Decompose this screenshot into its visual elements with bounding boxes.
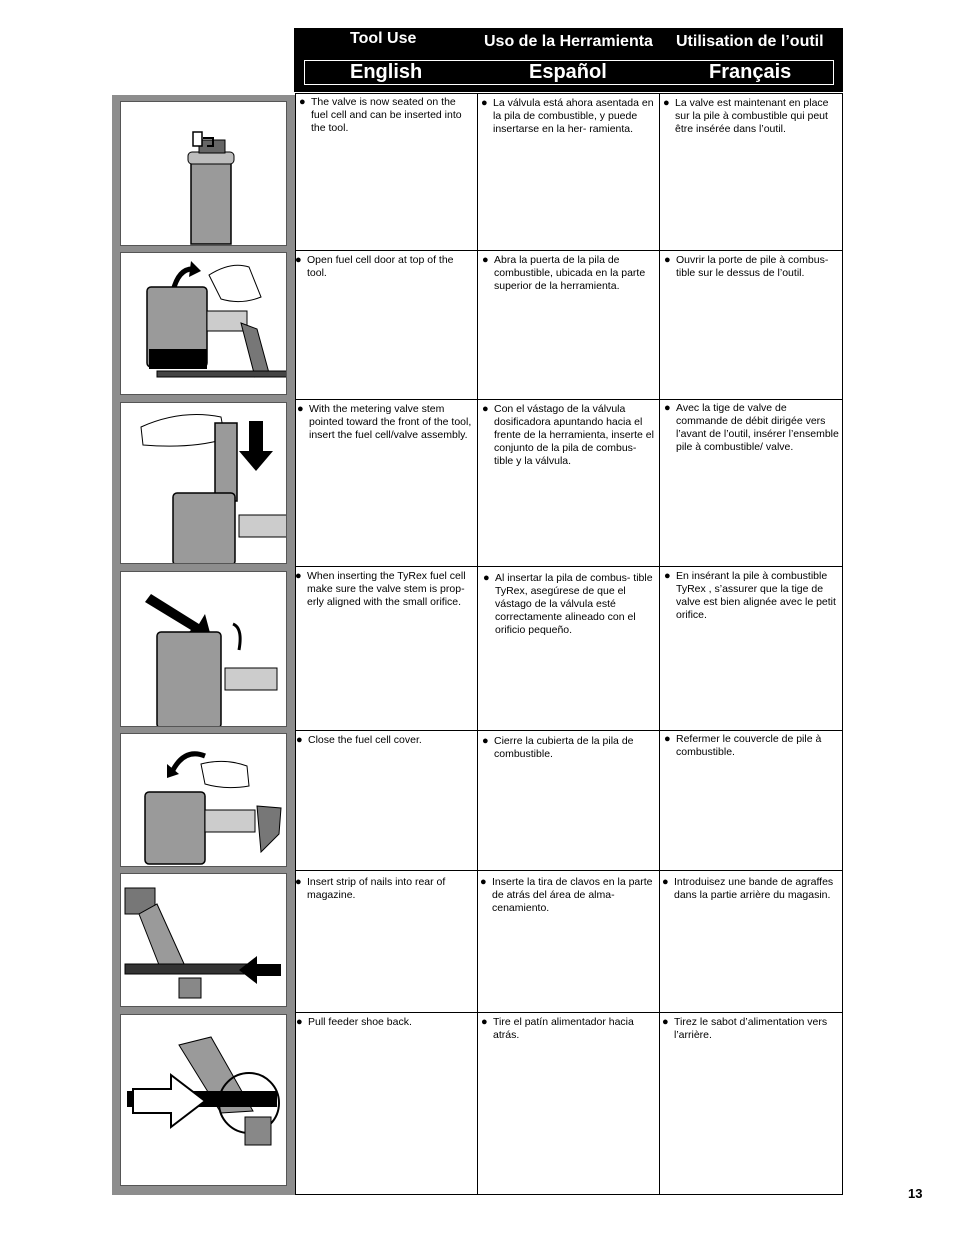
column-divider xyxy=(477,93,478,1195)
row-divider xyxy=(295,250,843,251)
illustration-open-fuel-door xyxy=(120,252,287,395)
step-4-spanish: ● Al insertar la pila de combus- tible TyRex, asegúrese de que el vástago de la válvula esté correctamente alineado con el orificio pequeño. xyxy=(483,572,653,636)
step-4-english: ● When inserting the TyRex fuel cell make sure the valve stem is prop- erly aligned with the small orifice. xyxy=(295,570,466,608)
section-title-french: Utilisation de l’outil xyxy=(676,33,824,50)
step-2-english: ● Open fuel cell door at top of the tool. xyxy=(295,254,454,279)
step-2-spanish: ● Abra la puerta de la pila de combustible, ubicada en la parte superior de la herramienta. xyxy=(482,254,646,292)
illustration-close-fuel-cover xyxy=(120,733,287,867)
section-title-spanish: Uso de la Herramienta xyxy=(484,33,653,50)
language-spanish: Español xyxy=(529,61,607,83)
step-1-spanish: ● La válvula está ahora asentada en la pila de combustible, y puede insertarse en la her- ramienta. xyxy=(481,97,654,135)
step-2-french: ● Ouvrir la porte de pile à combus- tible sur le dessus de l’outil. xyxy=(664,254,829,279)
step-3-french: ● Avec la tige de valve de commande de débit dirigée vers l’avant de l’outil, insérer l’ensemble pile à combustible/ valve. xyxy=(664,402,839,453)
step-7-french: ● Tirez le sabot d’alimentation vers l’arrière. xyxy=(662,1016,828,1041)
row-divider xyxy=(295,730,843,731)
step-3-english: ● With the metering valve stem pointed toward the front of the tool, insert the fuel cell/valve assembly. xyxy=(297,403,472,441)
step-6-spanish: ● Inserte la tira de clavos en la parte de atrás del área de alma- cenamiento. xyxy=(480,876,653,914)
step-6-english: ● Insert strip of nails into rear of magazine. xyxy=(295,876,446,901)
step-7-english: ● Pull feeder shoe back. xyxy=(296,1016,412,1028)
illustration-pull-feeder-shoe xyxy=(120,1014,287,1186)
row-divider xyxy=(295,399,843,400)
step-3-spanish: ● Con el vástago de la válvula dosificadora apuntando hacia el frente de la herramienta, inserte el conjunto de la pila de combus- tible y la válvula. xyxy=(482,403,654,467)
illustration-align-valve-stem xyxy=(120,571,287,727)
step-1-french: ● La valve est maintenant en place sur la pile à combustible qui peut être insérée dans l’outil. xyxy=(663,97,829,135)
language-box xyxy=(304,60,834,85)
row-divider xyxy=(295,870,843,871)
language-english: English xyxy=(350,61,423,83)
step-6-french: ● Introduisez une bande de agraffes dans la partie arrière du magasin. xyxy=(662,876,834,901)
illustration-fuel-cell-valve xyxy=(120,101,287,246)
step-7-spanish: ● Tire el patín alimentador hacia atrás. xyxy=(481,1016,634,1041)
illustration-insert-nails xyxy=(120,873,287,1007)
step-5-spanish: ● Cierre la cubierta de la pila de combustible. xyxy=(482,735,634,760)
step-5-english: ● Close the fuel cell cover. xyxy=(296,734,422,746)
step-5-french: ● Refermer le couvercle de pile à combustible. xyxy=(664,733,822,758)
step-1-english: ● The valve is now seated on the fuel cell and can be inserted into the tool. xyxy=(299,96,462,134)
row-divider xyxy=(295,566,843,567)
row-divider xyxy=(295,1012,843,1013)
illustration-insert-fuel-cell xyxy=(120,402,287,564)
step-4-french: ● En insérant la pile à combustible TyRex , s’assurer que la tige de valve est bien alignée avec le petit orifice. xyxy=(664,570,836,621)
column-divider xyxy=(659,93,660,1195)
language-french: Français xyxy=(709,61,792,83)
section-title-english: Tool Use xyxy=(350,30,417,47)
page-number: 13 xyxy=(908,1186,923,1201)
language-header xyxy=(294,28,843,92)
